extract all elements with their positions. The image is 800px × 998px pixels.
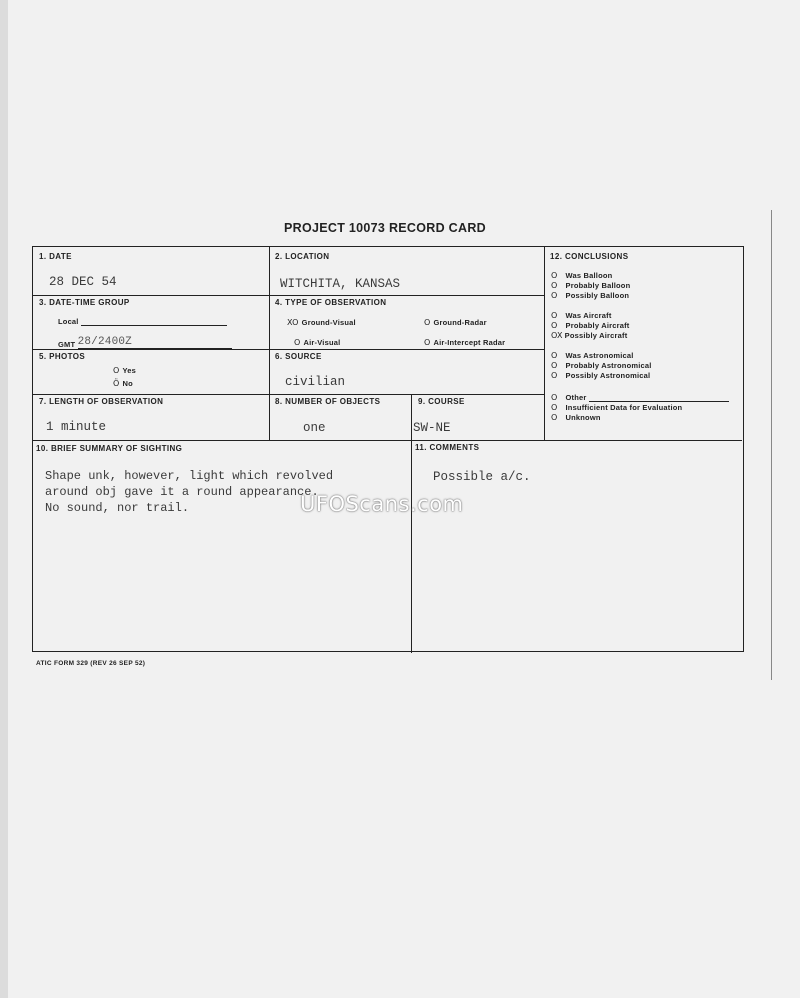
location-label: 2. LOCATION [275,252,330,261]
conclusion-unknown [551,413,601,422]
photos-yes [113,366,136,375]
length-label: 7. LENGTH OF OBSERVATION [39,397,164,406]
dtg-gmt [58,336,232,349]
dtg-local [58,317,227,326]
conclusion-probably-balloon [551,281,630,290]
other-line [589,401,729,402]
divider-row-3 [33,394,544,395]
objects-label: 8. NUMBER OF OBJECTS [275,397,381,406]
type-obs-air-intercept [424,338,505,347]
watermark: UFOScans.com [300,492,464,516]
conclusion-insufficient [551,403,682,412]
divider-col-course [411,394,412,653]
conclusion-possibly-aircraft [551,331,627,340]
conclusion-probably-aircraft [551,321,629,330]
checkbox-icon: O [551,311,558,320]
dtg-gmt-value: 28/2400Z [78,336,232,349]
source-value: civilian [285,375,346,389]
summary-line: around obj gave it a round appearance. [45,485,319,499]
conclusion-was-astronomical [551,351,634,360]
summary-label: 10. BRIEF SUMMARY OF SIGHTING [36,444,183,453]
type-obs-ground-visual [287,318,356,327]
conclusion-text: Other [565,393,587,402]
photos-no-text: No [122,379,133,388]
conclusion-possibly-balloon [551,291,629,300]
photos-label: 5. PHOTOS [39,352,86,361]
course-label: 9. COURSE [418,397,465,406]
page-edge-line [771,210,772,680]
conclusion-other [551,393,729,402]
air-intercept-text: Air-Intercept Radar [433,338,506,347]
air-intercept-checkbox: O [424,338,431,347]
checkbox-icon: O [551,371,558,380]
dtg-local-line [81,325,227,326]
conclusion-text: Unknown [565,413,601,422]
checkbox-icon: O [551,413,558,422]
type-obs-ground-radar [424,318,487,327]
air-visual-checkbox: O [294,338,301,347]
date-value: 28 DEC 54 [49,275,117,289]
conclusions-label: 12. CONCLUSIONS [550,252,629,261]
location-value: WITCHITA, KANSAS [280,277,401,291]
checkbox-icon: O [551,281,558,290]
comments-value: Possible a/c. [433,470,531,484]
dtg-label: 3. DATE-TIME GROUP [39,298,130,307]
form-footer: ATIC FORM 329 (REV 26 SEP 52) [36,660,146,667]
conclusion-text: Was Balloon [565,271,613,280]
comments-label: 11. COMMENTS [415,443,480,452]
divider-col-conclusions [544,247,545,440]
ground-visual-text: Ground-Visual [301,318,356,327]
ground-radar-text: Ground-Radar [433,318,487,327]
divider-col-1 [269,247,270,440]
conclusion-text: Was Astronomical [565,351,634,360]
conclusion-possibly-astronomical [551,371,650,380]
photos-yes-checkbox: O [113,366,120,375]
divider-row-1 [33,295,544,296]
checkbox-icon: O [551,361,558,370]
air-visual-text: Air-Visual [303,338,341,347]
ground-radar-checkbox: O [424,318,431,327]
conclusion-text: Possibly Astronomical [565,371,651,380]
checkbox-icon: O [551,403,558,412]
photos-no [113,379,133,388]
conclusion-text: Possibly Aircraft [564,331,628,340]
conclusion-probably-astronomical [551,361,652,370]
divider-row-2 [33,349,544,350]
checkbox-icon: O [551,291,558,300]
conclusion-text: Possibly Balloon [565,291,630,300]
length-value: 1 minute [46,420,107,434]
divider-row-4 [33,440,742,441]
conclusion-was-aircraft [551,311,612,320]
photos-no-checkbox: Ö [113,379,120,388]
date-label: 1. DATE [39,252,72,261]
dtg-local-label: Local [58,317,79,326]
source-label: 6. SOURCE [275,352,322,361]
photos-yes-text: Yes [122,366,137,375]
conclusion-text: Was Aircraft [565,311,612,320]
checkbox-icon: O [551,351,558,360]
form-title: PROJECT 10073 RECORD CARD [284,221,486,235]
course-value: SW-NE [413,421,451,435]
objects-value: one [303,421,326,435]
dtg-gmt-label: GMT [58,340,76,349]
conclusion-text: Probably Balloon [565,281,631,290]
checkbox-icon: O [551,321,558,330]
summary-line: Shape unk, however, light which revolved [45,469,334,483]
conclusion-text: Insufficient Data for Evaluation [565,403,683,412]
checkbox-icon: O [551,271,558,280]
type-obs-air-visual [294,338,340,347]
summary-line: No sound, nor trail. [45,501,190,515]
type-obs-label: 4. TYPE OF OBSERVATION [275,298,387,307]
conclusion-was-balloon [551,271,612,280]
checkbox-icon: O [551,393,558,402]
record-card [32,246,744,652]
conclusion-text: Probably Aircraft [565,321,630,330]
ground-visual-checkbox: XO [287,318,299,327]
conclusion-text: Probably Astronomical [565,361,652,370]
checked-box-icon: OX [551,331,563,340]
